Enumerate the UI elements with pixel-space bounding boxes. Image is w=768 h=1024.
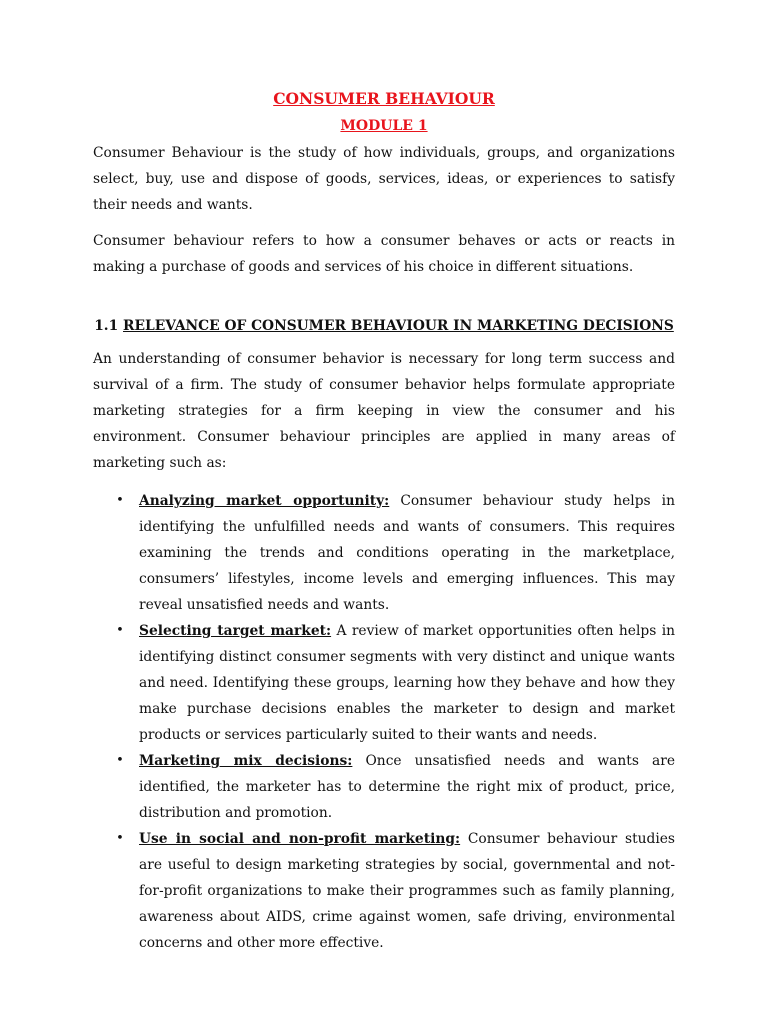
section-heading: [93, 316, 675, 336]
bullet-text: Once unsatisfied needs and wants are identified, the marketer has to determine the right mix of product, price, distribution and promotion.: [139, 753, 675, 821]
document-title: CONSUMER BEHAVIOUR: [273, 89, 495, 108]
module-label: MODULE 1: [340, 118, 428, 134]
bullet-term: Marketing mix decisions:: [139, 753, 353, 769]
bullet-list: [93, 488, 675, 956]
list-item: [93, 826, 675, 956]
section-paragraph: An understanding of consumer behavior is necessary for long term success and survival of a firm. The study of consumer behavior helps formulate appropriate marketing strategies for a firm keeping in view the consumer and his environment. Consumer behaviour principles are applied in many areas of marketing such as:: [93, 351, 675, 471]
bullet-term: Selecting target market:: [139, 623, 332, 639]
document-content: [93, 88, 675, 956]
bullet-text: Consumer behaviour study helps in identifying the unfulfilled needs and wants of consumers. This requires examining the trends and conditions operating in the marketplace, consumers’ lifestyles, income levels and emerging influences. This may reveal unsatisfied needs and wants.: [139, 493, 675, 613]
intro-paragraph-definition: Consumer Behaviour is the study of how individuals, groups, and organizations select, buy, use and dispose of goods, services, ideas, or experiences to satisfy their needs and wants.: [93, 145, 675, 213]
list-item: [93, 748, 675, 826]
intro-paragraph-behaviour: Consumer behaviour refers to how a consumer behaves or acts or reacts in making a purchase of goods and services of his choice in different situations.: [93, 233, 675, 275]
section-heading-text: RELEVANCE OF CONSUMER BEHAVIOUR IN MARKETING DECISIONS: [123, 318, 674, 334]
bullet-term: Use in social and non-profit marketing:: [139, 831, 461, 847]
bullet-term: Analyzing market opportunity:: [139, 493, 390, 509]
bullet-text: A review of market opportunities often helps in identifying distinct consumer segments with very distinct and unique wants and need. Identifying these groups, learning how they behave and how they make purchase decisions enables the marketer to design and market products or services particularly suited to their wants and needs.: [139, 623, 675, 743]
list-item: [93, 618, 675, 748]
bullet-icon: •: [116, 831, 124, 846]
section-number: 1.1: [94, 318, 119, 334]
bullet-icon: •: [116, 493, 124, 508]
list-item: [93, 488, 675, 618]
bullet-text: Consumer behaviour studies are useful to design marketing strategies by social, governmental and not-for-profit organizations to make their programmes such as family planning, awareness about AIDS, crime against women, safe driving, environmental concerns and other more effective.: [139, 831, 675, 951]
bullet-icon: •: [116, 623, 124, 638]
bullet-icon: •: [116, 753, 124, 768]
